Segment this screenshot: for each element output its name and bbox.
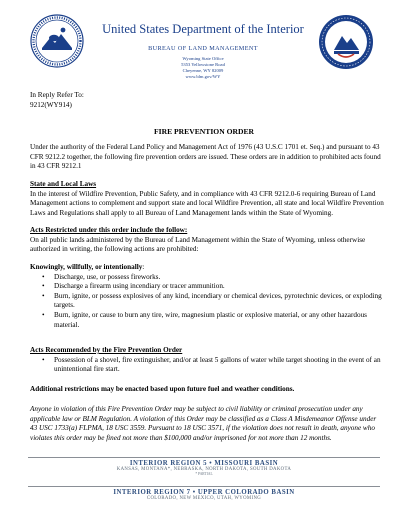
footer-region-7 — [0, 489, 408, 501]
penalty-paragraph: Anyone in violation of this Fire Prevention Order may be subject to civil liability or criminal prosecution under any applicable law or BLM Regulation. A violation of this Order may be classified as a Class A Misdemeanor Offense under 43 USC 1733(a) FLPMA, 18 USC 3559. Pursuant to 18 USC 3571, if the violation does not result in death, anyone who violates this order may be fined not more than $100,000 and/or imprisoned for not more than 12 months. — [30, 405, 377, 442]
office-name: Wyoming State Office — [182, 56, 224, 61]
region-title: INTERIOR REGION 7 • UPPER COLORADO BASIN — [113, 489, 295, 496]
reply-label: In Reply Refer To: — [30, 91, 84, 99]
list-item: • Possession of a shovel, fire extinguisher, and/or at least 5 gallons of water while target shooting in the event of an unintentional fire start. — [38, 356, 385, 375]
list-item: • Burn, ignite, or cause to burn any tire, wire, magnesium plastic or explosive material, or any other hazardous material. — [38, 311, 385, 330]
section-heading: Acts Recommended by the Fire Prevention Order — [30, 346, 183, 354]
blm-logo-icon — [318, 14, 374, 70]
region-note: * PARTIAL — [195, 472, 213, 476]
department-title: United States Department of the Interior — [102, 22, 304, 36]
additional-restrictions: Additional restrictions may be enacted based upon future fuel and weather conditions. — [30, 385, 295, 393]
region-states: COLORADO, NEW MEXICO, UTAH, WYOMING — [146, 496, 262, 501]
region-states: KANSAS, MONTANA*, NEBRASKA, NORTH DAKOTA, SOUTH DAKOTA — [116, 467, 292, 472]
section-heading: Acts Restricted under this order include the follow: — [30, 226, 188, 234]
footer-divider — [28, 457, 380, 458]
office-street: 5353 Yellowstone Road — [181, 62, 225, 67]
list-item: • Discharge, use, or possess fireworks. — [38, 273, 385, 283]
office-address — [88, 56, 318, 80]
doi-seal-icon — [30, 14, 84, 68]
heading-text: Knowingly, willfully, or intentionally — [30, 263, 143, 271]
knowingly-section — [30, 263, 385, 330]
page-title: FIRE PREVENTION ORDER — [154, 127, 254, 136]
intro-paragraph: Under the authority of the Federal Land Policy and Management Act of 1976 (43 U.S.C 1701 et. Seq.) and pursuant to 43 CFR 9212.2 together, the following fire prevention orders are issued. These orders are in addition to prohibited acts found in 43 CFR 9212.1 — [30, 143, 381, 171]
recommended-list — [30, 356, 385, 375]
reply-reference — [30, 90, 84, 110]
footer-divider — [28, 486, 380, 487]
office-website: www.blm.gov/WY — [185, 74, 221, 79]
bureau-name: BUREAU OF LAND MANAGEMENT — [148, 45, 258, 52]
section-body: On all public lands administered by the Bureau of Land Management within the State of Wyoming, unless otherwise authorized in writing, the following actions are prohibited: — [30, 235, 366, 254]
section-body: In the interest of Wildfire Prevention, Public Safety, and in compliance with 43 CFR 9212.0-6 requiring Bureau of Land Management actions to complement and support state and local Wildfire Prevention, all state and local Wildfire Prevention Laws and Regulations shall apply to all Bureau of Land Management lands within the State of Wyoming. — [30, 189, 384, 217]
section-heading: State and Local Laws — [30, 180, 97, 188]
heading-colon: : — [142, 263, 145, 271]
section-heading — [30, 263, 144, 271]
region-title: INTERIOR REGION 5 • MISSOURI BASIN — [129, 460, 279, 467]
list-item: • Burn, ignite, or possess explosives of any kind, incendiary or chemical devices, pyrotechnic devices, or exploding targets. — [38, 292, 385, 311]
office-city: Cheyenne, WY 82009 — [182, 68, 224, 73]
recommended-section — [30, 346, 385, 375]
prohibited-list — [30, 273, 385, 331]
restricted-section — [30, 226, 385, 255]
footer-region-5 — [0, 460, 408, 476]
reply-code: 9212(WY914) — [30, 101, 72, 109]
state-local-section — [30, 180, 385, 218]
list-item: • Discharge a firearm using incendiary or tracer ammunition. — [38, 282, 385, 292]
